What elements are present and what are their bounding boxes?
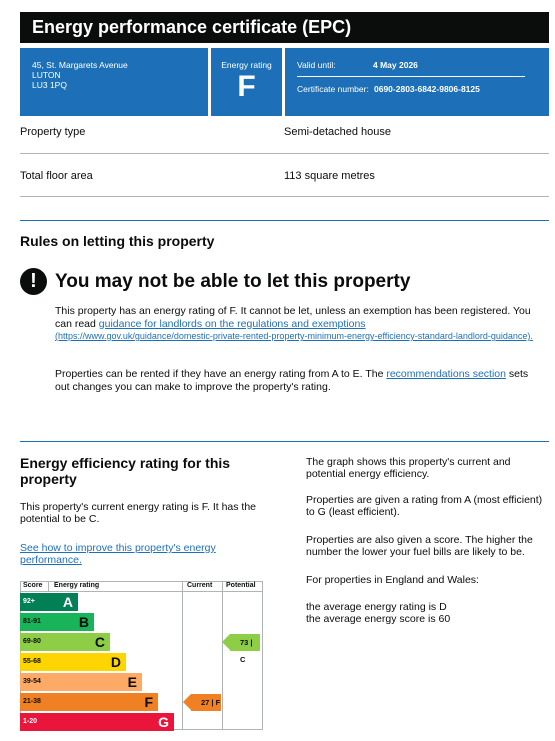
header-potential: Potential	[226, 582, 256, 589]
average-score-text: the average energy score is 60	[306, 613, 451, 625]
floor-area-label: Total floor area	[20, 170, 93, 182]
band-letter: D	[48, 653, 126, 671]
energy-rating-panel	[211, 48, 282, 116]
page-title: Energy performance certificate (EPC)	[20, 12, 549, 43]
current-rating-text: This property's current energy rating is F. It has the potential to be C.	[20, 501, 257, 525]
band-score: 69-80	[20, 633, 48, 651]
certificate-number-value: 0690-2803-6842-9806-8125	[374, 84, 480, 94]
header-energy-rating: Energy rating	[54, 582, 100, 589]
efficiency-heading: Energy efficiency rating for this property	[20, 455, 231, 487]
energy-rating-value: F	[237, 70, 256, 103]
band-letter: A	[48, 593, 78, 611]
region-text: For properties in England and Wales:	[306, 574, 479, 586]
improve-link[interactable]: See how to improve this property's energy performance.	[20, 542, 216, 566]
recommendations-link[interactable]: recommendations section	[386, 368, 506, 380]
warning-title: You may not be able to let this property	[55, 271, 411, 292]
valid-until-label: Valid until:	[297, 60, 336, 70]
rent-paragraph	[55, 368, 545, 393]
address-line1: 45, St. Margarets Avenue	[32, 60, 128, 70]
band-letter: G	[48, 713, 174, 731]
rent-text-end: sets out changes you can make to improve the property's rating.	[55, 368, 529, 393]
band-score: 92+	[20, 593, 48, 611]
letting-text: This property has an energy rating of F. It cannot be let, unless an exemption has been registered. You can read	[55, 305, 531, 330]
section-divider	[20, 220, 549, 221]
current-rating-arrow: 27 | F	[191, 694, 221, 711]
header-score: Score	[23, 582, 43, 589]
band-letter: B	[48, 613, 94, 631]
guidance-link[interactable]: guidance for landlords on the regulations and exemptions	[98, 317, 366, 330]
average-rating-text: the average energy rating is D	[306, 601, 447, 613]
floor-area-row	[20, 170, 549, 182]
band-score: 21-38	[20, 693, 48, 711]
band-letter: C	[48, 633, 110, 651]
band-letter: F	[48, 693, 158, 711]
valid-until-value: 4 May 2026	[373, 60, 418, 70]
address-line3: LU3 1PQ	[32, 80, 67, 90]
band-score: 1-20	[20, 713, 48, 731]
graph-explainer: The graph shows this property's current and potential energy efficiency.	[306, 456, 511, 480]
energy-rating-label: Energy rating	[221, 60, 272, 70]
property-type-value: Semi-detached house	[284, 126, 392, 138]
validity-panel	[285, 48, 549, 116]
rating-explainer: Properties are given a rating from A (most efficient) to G (least efficient).	[306, 494, 543, 518]
band-score: 39-54	[20, 673, 48, 691]
divider	[20, 196, 549, 197]
floor-area-value: 113 square metres	[284, 170, 375, 182]
score-explainer: Properties are also given a score. The higher the number the lower your fuel bills are likely to be.	[306, 534, 533, 558]
letting-heading: Rules on letting this property	[20, 233, 215, 249]
address-panel	[20, 48, 208, 116]
section-divider	[20, 441, 549, 442]
band-letter: E	[48, 673, 142, 691]
header-current: Current	[187, 582, 213, 589]
band-score: 81-91	[20, 613, 48, 631]
property-type-row	[20, 126, 549, 138]
band-score: 55-68	[20, 653, 48, 671]
energy-rating-chart	[20, 581, 263, 730]
property-type-label: Property type	[20, 126, 86, 138]
letting-paragraph	[55, 305, 545, 343]
divider	[20, 153, 549, 154]
validity-divider	[297, 76, 525, 77]
certificate-number-label: Certificate number:	[297, 84, 369, 94]
potential-rating-arrow: 73 | C	[230, 634, 260, 651]
rent-text: Properties can be rented if they have an energy rating from A to E. The	[55, 368, 384, 380]
address-line2: LUTON	[32, 70, 61, 80]
guidance-url-link[interactable]: (https://www.gov.uk/guidance/domestic-private-rented-property-minimum-energy-efficiency-standard-landlord-guidance).	[55, 331, 533, 341]
warning-icon: !	[20, 268, 47, 295]
